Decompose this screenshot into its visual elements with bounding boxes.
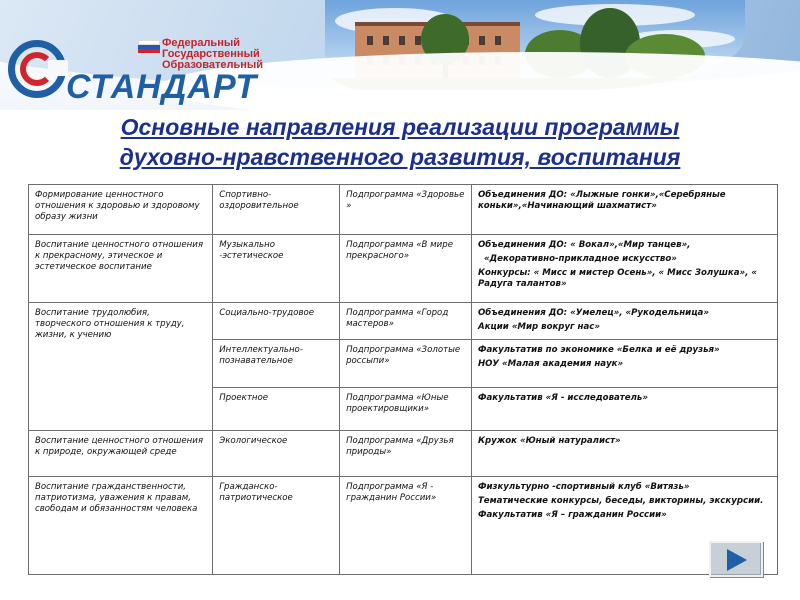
subprogram-cell: Подпрограмма «В мире прекрасного» bbox=[340, 235, 472, 303]
subprogram-cell: Подпрограмма «Я - гражданин России» bbox=[340, 477, 472, 575]
brand-name: СТАНДАРТ bbox=[66, 68, 258, 106]
direction-cell: Воспитание гражданственности, патриотизма, уважения к правам, свободам и обязанностям человека bbox=[29, 477, 213, 575]
activity-item: Объединения ДО: « Вокал»,«Мир танцев», bbox=[477, 240, 691, 250]
table-row bbox=[29, 431, 778, 477]
slide-title-line-2: духовно-нравственного развития, воспитания bbox=[119, 144, 681, 170]
brand-line-1: Федеральный bbox=[162, 37, 240, 49]
subprogram-cell: Подпрограмма «Город мастеров» bbox=[340, 303, 472, 340]
direction-cell: Формирование ценностного отношения к здоровью и здоровому образу жизни bbox=[29, 185, 213, 235]
activity-item: Факультатив по экономике «Белка и её друзья» bbox=[477, 345, 720, 355]
direction-cell: Воспитание ценностного отношения к природе, окружающей среде bbox=[29, 431, 213, 477]
area-cell: Проектное bbox=[213, 388, 340, 431]
subprogram-cell: Подпрограмма «Здоровье » bbox=[340, 185, 472, 235]
activity-item: Объединения ДО: «Лыжные гонки»,«Серебряные коньки»,«Начинающий шахматист» bbox=[477, 190, 726, 211]
direction-cell: Воспитание трудолюбия, творческого отношения к труду, жизни, к учению bbox=[29, 303, 213, 431]
area-cell: Интеллектуально-познавательное bbox=[213, 340, 340, 388]
activity-item: Факультатив «Я - исследователь» bbox=[477, 393, 648, 403]
activity-item: НОУ «Малая академия наук» bbox=[477, 359, 624, 369]
activity-item: Акции «Мир вокруг нас» bbox=[477, 322, 600, 332]
activities-cell bbox=[471, 235, 777, 303]
subprogram-cell: Подпрограмма «Юные проектировщики» bbox=[340, 388, 472, 431]
area-cell: Экологическое bbox=[213, 431, 340, 477]
table-row bbox=[29, 235, 778, 303]
table-row bbox=[29, 303, 778, 340]
slide-title bbox=[0, 112, 800, 172]
area-cell: Музыкально -эстетическое bbox=[213, 235, 340, 303]
activity-item: Объединения ДО: «Умелец», «Рукодельница» bbox=[477, 308, 709, 318]
brand-line-2: Государственный bbox=[162, 48, 260, 60]
activity-item: Факультатив «Я – гражданин России» bbox=[477, 510, 667, 520]
activities-cell bbox=[471, 340, 777, 388]
subprogram-cell: Подпрограмма «Друзья природы» bbox=[340, 431, 472, 477]
brand-caption bbox=[162, 38, 272, 71]
activities-cell bbox=[471, 431, 777, 477]
area-cell: Спортивно-оздоровительное bbox=[213, 185, 340, 235]
russian-flag-icon bbox=[138, 40, 160, 52]
next-slide-button[interactable] bbox=[709, 541, 763, 577]
header-banner bbox=[0, 0, 800, 110]
activities-cell bbox=[471, 303, 777, 340]
activity-item: Кружок «Юный натуралист» bbox=[477, 436, 621, 446]
activity-item: «Декоративно-прикладное искусство» bbox=[483, 254, 677, 264]
activities-cell bbox=[471, 185, 777, 235]
slide-title-line-1: Основные направления реализации программы bbox=[120, 114, 680, 140]
area-cell: Гражданско-патриотическое bbox=[213, 477, 340, 575]
activities-cell bbox=[471, 388, 777, 431]
subprogram-cell: Подпрограмма «Золотые россыпи» bbox=[340, 340, 472, 388]
activity-item: Тематические конкурсы, беседы, викторины, экскурсии. bbox=[477, 496, 764, 506]
table-row bbox=[29, 477, 778, 575]
direction-cell: Воспитание ценностного отношения к прекрасному, этическое и эстетическое воспитание bbox=[29, 235, 213, 303]
next-arrow-icon bbox=[727, 549, 747, 571]
activity-item: Физкультурно -спортивный клуб «Витязь» bbox=[477, 482, 690, 492]
area-cell: Социально-трудовое bbox=[213, 303, 340, 340]
table-row bbox=[29, 185, 778, 235]
activity-item: Конкурсы: « Мисс и мистер Осень», « Мисс Золушка», « Радуга талантов» bbox=[477, 268, 757, 289]
brand-line-3: Образовательный bbox=[162, 59, 264, 71]
program-table bbox=[28, 184, 778, 575]
